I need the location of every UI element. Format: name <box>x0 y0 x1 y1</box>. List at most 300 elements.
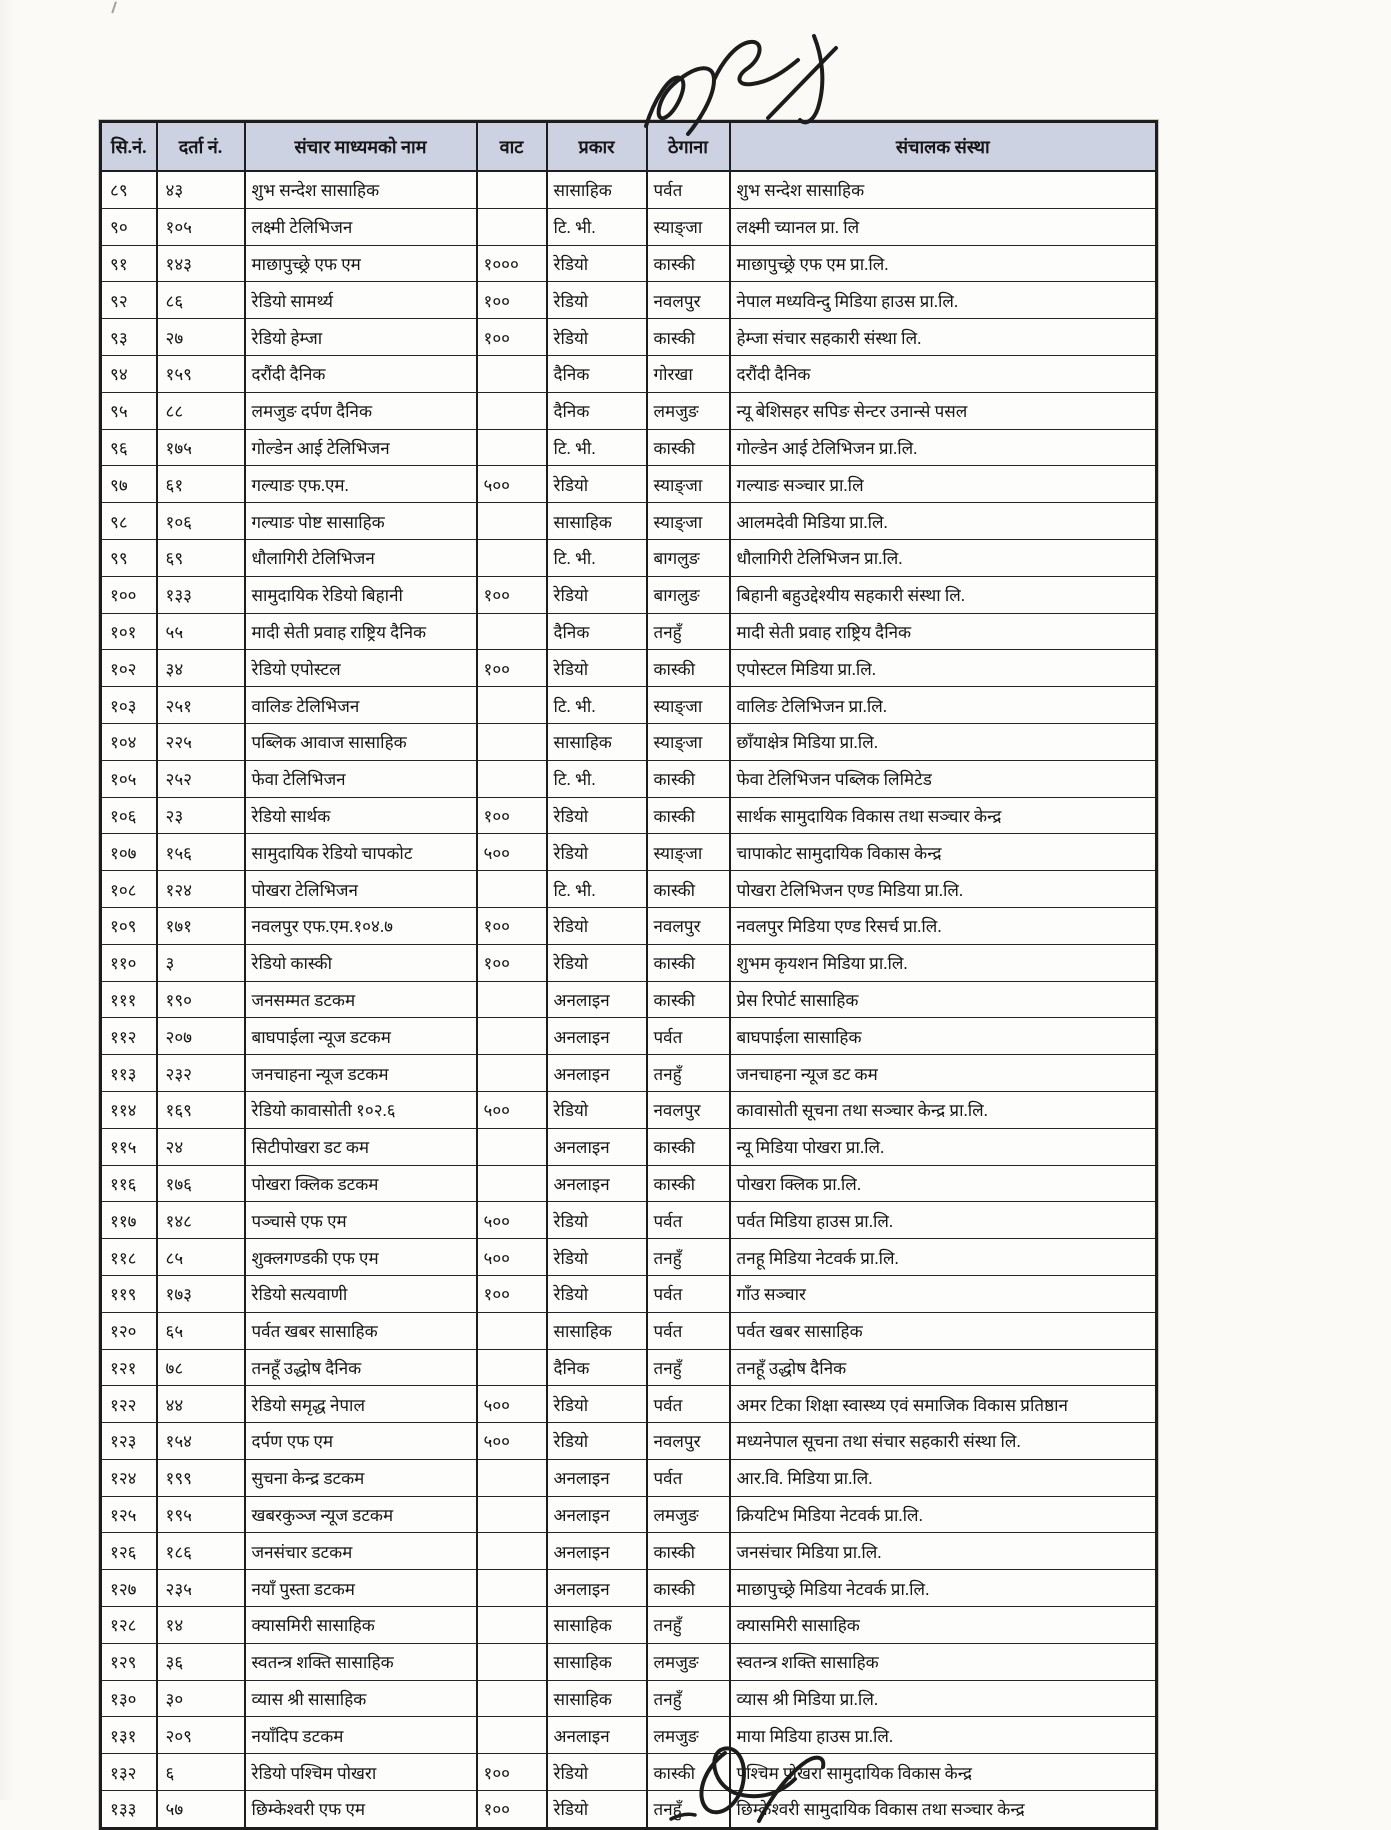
cell-reg-no: १७३ <box>157 1275 245 1312</box>
cell-reg-no: १४ <box>157 1607 245 1644</box>
cell-address: कास्की <box>647 760 730 797</box>
cell-serial-no: १३१ <box>101 1717 157 1754</box>
cell-serial-no: ९६ <box>101 429 157 466</box>
cell-media-name: रेडियो कास्की <box>245 944 477 981</box>
cell-type: टि. भी. <box>547 539 647 576</box>
cell-watt: ५०० <box>477 466 547 503</box>
cell-media-name: माछापुच्छ्रे एफ एम <box>245 245 477 282</box>
cell-operator-org: माछापुच्छ्रे मिडिया नेटवर्क प्रा.लि. <box>730 1570 1157 1607</box>
cell-watt: १०० <box>477 1275 547 1312</box>
cell-operator-org: चापाकोट सामुदायिक विकास केन्द्र <box>730 834 1157 871</box>
cell-address: गोरखा <box>647 355 730 392</box>
cell-watt <box>477 687 547 724</box>
cell-serial-no: ९९ <box>101 539 157 576</box>
cell-operator-org: पोखरा टेलिभिजन एण्ड मिडिया प्रा.लि. <box>730 871 1157 908</box>
cell-operator-org: शुभम कृयशन मिडिया प्रा.लि. <box>730 944 1157 981</box>
cell-serial-no: १०८ <box>101 871 157 908</box>
cell-type: दैनिक <box>547 1349 647 1386</box>
cell-serial-no: ९४ <box>101 355 157 392</box>
cell-address: कास्की <box>647 1533 730 1570</box>
cell-media-name: रेडियो कावासोती १०२.६ <box>245 1091 477 1128</box>
table-row <box>101 1680 1157 1717</box>
table-row <box>101 871 1157 908</box>
table-row <box>101 723 1157 760</box>
header-watt: वाट <box>477 122 547 172</box>
cell-watt: १०० <box>477 576 547 613</box>
cell-reg-no: ८५ <box>157 1239 245 1276</box>
cell-serial-no: १२४ <box>101 1459 157 1496</box>
cell-media-name: तनहूँ उद्धोष दैनिक <box>245 1349 477 1386</box>
cell-media-name: छिम्केश्वरी एफ एम <box>245 1791 477 1829</box>
cell-watt: ५०० <box>477 1386 547 1423</box>
cell-address: तनहुँ <box>647 613 730 650</box>
cell-type: टि. भी. <box>547 429 647 466</box>
cell-address: तनहुँ <box>647 1791 730 1829</box>
cell-watt: ५०० <box>477 1423 547 1460</box>
cell-operator-org: मादी सेती प्रवाह राष्ट्रिय दैनिक <box>730 613 1157 650</box>
cell-address: तनहुँ <box>647 1239 730 1276</box>
cell-watt <box>477 171 547 208</box>
table-row <box>101 1239 1157 1276</box>
cell-watt <box>477 1459 547 1496</box>
table-row <box>101 1496 1157 1533</box>
cell-operator-org: बिहानी बहुउद्देश्यीय सहकारी संस्था लि. <box>730 576 1157 613</box>
cell-serial-no: ११० <box>101 944 157 981</box>
cell-reg-no: १९० <box>157 981 245 1018</box>
cell-operator-org: तनहू मिडिया नेटवर्क प्रा.लि. <box>730 1239 1157 1276</box>
cell-operator-org: अमर टिका शिक्षा स्वास्थ्य एवं समाजिक विकास प्रतिष्ठान <box>730 1386 1157 1423</box>
cell-operator-org: एपोस्टल मिडिया प्रा.लि. <box>730 650 1157 687</box>
cell-media-name: बाघपाईला न्यूज डटकम <box>245 1018 477 1055</box>
cell-type: दैनिक <box>547 613 647 650</box>
cell-operator-org: न्यू बेशिसहर सपिङ सेन्टर उनान्से पसल <box>730 392 1157 429</box>
cell-operator-org: सार्थक सामुदायिक विकास तथा सञ्चार केन्द्र <box>730 797 1157 834</box>
cell-serial-no: १०४ <box>101 723 157 760</box>
cell-serial-no: १०७ <box>101 834 157 871</box>
table-row <box>101 576 1157 613</box>
cell-media-name: पञ्चासे एफ एम <box>245 1202 477 1239</box>
table-row <box>101 1717 1157 1754</box>
cell-media-name: धौलागिरी टेलिभिजन <box>245 539 477 576</box>
cell-reg-no: २५२ <box>157 760 245 797</box>
cell-operator-org: क्रियटिभ मिडिया नेटवर्क प्रा.लि. <box>730 1496 1157 1533</box>
cell-serial-no: १११ <box>101 981 157 1018</box>
table-row <box>101 1754 1157 1791</box>
cell-operator-org: कावासोती सूचना तथा सञ्चार केन्द्र प्रा.लि. <box>730 1091 1157 1128</box>
cell-serial-no: ११३ <box>101 1055 157 1092</box>
cell-watt: ५०० <box>477 834 547 871</box>
cell-reg-no: १२४ <box>157 871 245 908</box>
cell-address: तनहुँ <box>647 1349 730 1386</box>
cell-reg-no: ३० <box>157 1680 245 1717</box>
cell-watt <box>477 871 547 908</box>
cell-type: टि. भी. <box>547 871 647 908</box>
table-row <box>101 1275 1157 1312</box>
cell-operator-org: नेपाल मध्यविन्दु मिडिया हाउस प्रा.लि. <box>730 282 1157 319</box>
cell-watt: १००० <box>477 245 547 282</box>
cell-address: बागलुङ <box>647 576 730 613</box>
cell-reg-no: १७६ <box>157 1165 245 1202</box>
cell-operator-org: क्यासमिरी सासाहिक <box>730 1607 1157 1644</box>
cell-address: तनहुँ <box>647 1607 730 1644</box>
cell-reg-no: ६१ <box>157 466 245 503</box>
cell-watt: ५०० <box>477 1239 547 1276</box>
table-row <box>101 429 1157 466</box>
table-row <box>101 907 1157 944</box>
cell-media-name: नयाँदिप डटकम <box>245 1717 477 1754</box>
cell-reg-no: ६९ <box>157 539 245 576</box>
media-registry-table <box>99 120 1158 1830</box>
cell-reg-no: ३ <box>157 944 245 981</box>
cell-media-name: जनसंचार डटकम <box>245 1533 477 1570</box>
cell-watt <box>477 1055 547 1092</box>
header-media-name: संचार माध्यमको नाम <box>245 122 477 172</box>
cell-address: स्याङ्जा <box>647 503 730 540</box>
cell-watt <box>477 1165 547 1202</box>
cell-address: कास्की <box>647 650 730 687</box>
cell-address: स्याङ्जा <box>647 834 730 871</box>
cell-reg-no: १४८ <box>157 1202 245 1239</box>
header-serial-no: सि.नं. <box>101 122 157 172</box>
table-row <box>101 797 1157 834</box>
cell-address: पर्वत <box>647 1312 730 1349</box>
table-row <box>101 355 1157 392</box>
table-row <box>101 1607 1157 1644</box>
cell-type: रेडियो <box>547 944 647 981</box>
cell-operator-org: शुभ सन्देश सासाहिक <box>730 171 1157 208</box>
cell-type: रेडियो <box>547 1202 647 1239</box>
cell-media-name: मादी सेती प्रवाह राष्ट्रिय दैनिक <box>245 613 477 650</box>
cell-media-name: शुक्लगण्डकी एफ एम <box>245 1239 477 1276</box>
table-row <box>101 1091 1157 1128</box>
cell-reg-no: १५४ <box>157 1423 245 1460</box>
cell-operator-org: छाँयाक्षेत्र मिडिया प्रा.लि. <box>730 723 1157 760</box>
cell-media-name: क्यासमिरी सासाहिक <box>245 1607 477 1644</box>
cell-media-name: गल्याङ एफ.एम. <box>245 466 477 503</box>
cell-type: रेडियो <box>547 1386 647 1423</box>
cell-reg-no: १३३ <box>157 576 245 613</box>
cell-type: रेडियो <box>547 1239 647 1276</box>
cell-reg-no: ५७ <box>157 1791 245 1829</box>
cell-serial-no: १३३ <box>101 1791 157 1829</box>
table-row <box>101 650 1157 687</box>
cell-media-name: रेडियो सामर्थ्य <box>245 282 477 319</box>
cell-reg-no: १९५ <box>157 1496 245 1533</box>
table-row <box>101 466 1157 503</box>
cell-serial-no: ८९ <box>101 171 157 208</box>
cell-serial-no: ११५ <box>101 1128 157 1165</box>
cell-watt <box>477 1533 547 1570</box>
cell-reg-no: २०७ <box>157 1018 245 1055</box>
cell-address: स्याङ्जा <box>647 466 730 503</box>
cell-watt <box>477 1018 547 1055</box>
cell-address: कास्की <box>647 871 730 908</box>
cell-reg-no: ६ <box>157 1754 245 1791</box>
cell-watt: १०० <box>477 319 547 356</box>
cell-operator-org: गोल्डेन आई टेलिभिजन प्रा.लि. <box>730 429 1157 466</box>
cell-type: अनलाइन <box>547 981 647 1018</box>
cell-serial-no: १३२ <box>101 1754 157 1791</box>
cell-type: रेडियो <box>547 907 647 944</box>
cell-type: अनलाइन <box>547 1165 647 1202</box>
cell-address: कास्की <box>647 1165 730 1202</box>
cell-serial-no: १२७ <box>101 1570 157 1607</box>
cell-operator-org: जनचाहना न्यूज डट कम <box>730 1055 1157 1092</box>
cell-reg-no: २३५ <box>157 1570 245 1607</box>
cell-media-name: रेडियो सार्थक <box>245 797 477 834</box>
cell-operator-org: माछापुच्छ्रे एफ एम प्रा.लि. <box>730 245 1157 282</box>
cell-media-name: सुचना केन्द्र डटकम <box>245 1459 477 1496</box>
table-row <box>101 1386 1157 1423</box>
cell-type: रेडियो <box>547 576 647 613</box>
table-row <box>101 1791 1157 1829</box>
table-body <box>101 171 1157 1828</box>
cell-type: रेडियो <box>547 1791 647 1829</box>
cell-watt: १०० <box>477 650 547 687</box>
table-row <box>101 687 1157 724</box>
cell-operator-org: पश्चिम पोखरा सामुदायिक विकास केन्द्र <box>730 1754 1157 1791</box>
cell-watt <box>477 392 547 429</box>
cell-media-name: गल्याङ पोष्ट सासाहिक <box>245 503 477 540</box>
cell-serial-no: १०६ <box>101 797 157 834</box>
cell-type: रेडियो <box>547 1275 647 1312</box>
cell-reg-no: ४४ <box>157 1386 245 1423</box>
cell-serial-no: ११२ <box>101 1018 157 1055</box>
cell-type: सासाहिक <box>547 503 647 540</box>
cell-watt <box>477 539 547 576</box>
cell-address: लमजुङ <box>647 1496 730 1533</box>
cell-type: अनलाइन <box>547 1570 647 1607</box>
cell-serial-no: १०९ <box>101 907 157 944</box>
cell-watt <box>477 760 547 797</box>
cell-operator-org: बाघपाईला सासाहिक <box>730 1018 1157 1055</box>
cell-operator-org: गल्याङ सञ्चार प्रा.लि <box>730 466 1157 503</box>
cell-type: सासाहिक <box>547 1680 647 1717</box>
cell-type: अनलाइन <box>547 1128 647 1165</box>
cell-media-name: फेवा टेलिभिजन <box>245 760 477 797</box>
cell-serial-no: ९१ <box>101 245 157 282</box>
cell-serial-no: ९० <box>101 208 157 245</box>
cell-type: अनलाइन <box>547 1496 647 1533</box>
cell-address: पर्वत <box>647 1459 730 1496</box>
cell-watt: ५०० <box>477 1202 547 1239</box>
cell-address: लमजुङ <box>647 392 730 429</box>
cell-reg-no: २३ <box>157 797 245 834</box>
cell-serial-no: ९२ <box>101 282 157 319</box>
cell-media-name: गोल्डेन आई टेलिभिजन <box>245 429 477 466</box>
cell-watt: १०० <box>477 282 547 319</box>
cell-address: लमजुङ <box>647 1643 730 1680</box>
cell-operator-org: नवलपुर मिडिया एण्ड रिसर्च प्रा.लि. <box>730 907 1157 944</box>
cell-serial-no: १२५ <box>101 1496 157 1533</box>
cell-watt: १०० <box>477 1754 547 1791</box>
cell-address: कास्की <box>647 1570 730 1607</box>
cell-type: सासाहिक <box>547 1607 647 1644</box>
cell-type: रेडियो <box>547 797 647 834</box>
cell-watt <box>477 1717 547 1754</box>
cell-serial-no: १३० <box>101 1680 157 1717</box>
table-row <box>101 613 1157 650</box>
cell-address: तनहुँ <box>647 1055 730 1092</box>
cell-serial-no: ९७ <box>101 466 157 503</box>
table-row <box>101 282 1157 319</box>
cell-watt <box>477 723 547 760</box>
cell-reg-no: १५९ <box>157 355 245 392</box>
cell-watt: १०० <box>477 907 547 944</box>
cell-type: रेडियो <box>547 1754 647 1791</box>
cell-reg-no: १६९ <box>157 1091 245 1128</box>
cell-serial-no: १२२ <box>101 1386 157 1423</box>
cell-reg-no: २२५ <box>157 723 245 760</box>
cell-watt <box>477 1570 547 1607</box>
cell-media-name: रेडियो हेम्जा <box>245 319 477 356</box>
cell-media-name: पर्वत खबर सासाहिक <box>245 1312 477 1349</box>
cell-serial-no: १०२ <box>101 650 157 687</box>
cell-address: पर्वत <box>647 1275 730 1312</box>
cell-watt <box>477 1128 547 1165</box>
cell-serial-no: १०३ <box>101 687 157 724</box>
header-type: प्रकार <box>547 122 647 172</box>
table-row <box>101 503 1157 540</box>
cell-media-name: पोखरा क्लिक डटकम <box>245 1165 477 1202</box>
cell-operator-org: छिम्केश्वरी सामुदायिक विकास तथा सञ्चार केन्द्र <box>730 1791 1157 1829</box>
cell-type: रेडियो <box>547 466 647 503</box>
cell-media-name: दर्पण एफ एम <box>245 1423 477 1460</box>
cell-operator-org: न्यू मिडिया पोखरा प्रा.लि. <box>730 1128 1157 1165</box>
table-row <box>101 319 1157 356</box>
cell-address: तनहुँ <box>647 1680 730 1717</box>
cell-watt <box>477 1680 547 1717</box>
cell-watt: १०० <box>477 944 547 981</box>
cell-address: कास्की <box>647 319 730 356</box>
table-row <box>101 1202 1157 1239</box>
cell-media-name: रेडियो समृद्ध नेपाल <box>245 1386 477 1423</box>
cell-address: कास्की <box>647 981 730 1018</box>
cell-media-name: जनचाहना न्यूज डटकम <box>245 1055 477 1092</box>
cell-media-name: जनसम्मत डटकम <box>245 981 477 1018</box>
cell-media-name: वालिङ टेलिभिजन <box>245 687 477 724</box>
cell-operator-org: आर.वि. मिडिया प्रा.लि. <box>730 1459 1157 1496</box>
cell-address: स्याङ्जा <box>647 687 730 724</box>
header-operator-org: संचालक संस्था <box>730 122 1157 172</box>
cell-watt <box>477 1643 547 1680</box>
cell-type: अनलाइन <box>547 1533 647 1570</box>
cell-operator-org: प्रेस रिपोर्ट सासाहिक <box>730 981 1157 1018</box>
cell-serial-no: ११७ <box>101 1202 157 1239</box>
table-row <box>101 1570 1157 1607</box>
cell-media-name: दरौंदी दैनिक <box>245 355 477 392</box>
cell-operator-org: फेवा टेलिभिजन पब्लिक लिमिटेड <box>730 760 1157 797</box>
cell-reg-no: ८६ <box>157 282 245 319</box>
cell-operator-org: पर्वत मिडिया हाउस प्रा.लि. <box>730 1202 1157 1239</box>
handwritten-signature-partial-icon <box>655 1735 905 1825</box>
cell-address: नवलपुर <box>647 1423 730 1460</box>
cell-type: अनलाइन <box>547 1459 647 1496</box>
cell-operator-org: मध्यनेपाल सूचना तथा संचार सहकारी संस्था लि. <box>730 1423 1157 1460</box>
cell-type: रेडियो <box>547 1423 647 1460</box>
cell-type: सासाहिक <box>547 723 647 760</box>
table-row <box>101 1312 1157 1349</box>
table-row <box>101 171 1157 208</box>
cell-serial-no: ९५ <box>101 392 157 429</box>
cell-type: दैनिक <box>547 392 647 429</box>
cell-type: रेडियो <box>547 650 647 687</box>
table-row <box>101 1349 1157 1386</box>
cell-watt: १०० <box>477 797 547 834</box>
cell-type: रेडियो <box>547 245 647 282</box>
cell-watt <box>477 429 547 466</box>
cell-reg-no: ८८ <box>157 392 245 429</box>
cell-watt <box>477 981 547 1018</box>
table-row <box>101 1055 1157 1092</box>
cell-watt <box>477 1496 547 1533</box>
cell-operator-org: दरौंदी दैनिक <box>730 355 1157 392</box>
cell-type: टि. भी. <box>547 760 647 797</box>
cell-operator-org: तनहूँ उद्धोष दैनिक <box>730 1349 1157 1386</box>
header-reg-no: दर्ता नं. <box>157 122 245 172</box>
cell-address: कास्की <box>647 1128 730 1165</box>
cell-media-name: सिटीपोखरा डट कम <box>245 1128 477 1165</box>
table-row <box>101 1018 1157 1055</box>
cell-type: रेडियो <box>547 282 647 319</box>
cell-watt <box>477 1349 547 1386</box>
cell-reg-no: १७१ <box>157 907 245 944</box>
cell-serial-no: ११४ <box>101 1091 157 1128</box>
cell-reg-no: २४ <box>157 1128 245 1165</box>
table-row <box>101 539 1157 576</box>
cell-serial-no: ११६ <box>101 1165 157 1202</box>
table-row <box>101 1533 1157 1570</box>
cell-reg-no: २३२ <box>157 1055 245 1092</box>
table-row <box>101 1459 1157 1496</box>
cell-media-name: रेडियो सत्यवाणी <box>245 1275 477 1312</box>
table-row <box>101 1128 1157 1165</box>
cell-watt: १०० <box>477 1791 547 1829</box>
cell-reg-no: १९९ <box>157 1459 245 1496</box>
table-row <box>101 981 1157 1018</box>
table-row <box>101 245 1157 282</box>
cell-type: अनलाइन <box>547 1717 647 1754</box>
cell-reg-no: ५५ <box>157 613 245 650</box>
cell-address: नवलपुर <box>647 907 730 944</box>
cell-serial-no: १२९ <box>101 1643 157 1680</box>
cell-watt <box>477 613 547 650</box>
cell-serial-no: ११९ <box>101 1275 157 1312</box>
cell-serial-no: ९८ <box>101 503 157 540</box>
cell-address: पर्वत <box>647 1018 730 1055</box>
cell-operator-org: जनसंचार मिडिया प्रा.लि. <box>730 1533 1157 1570</box>
table-row <box>101 392 1157 429</box>
cell-media-name: व्यास श्री सासाहिक <box>245 1680 477 1717</box>
cell-media-name: लमजुङ दर्पण दैनिक <box>245 392 477 429</box>
cell-serial-no: ११८ <box>101 1239 157 1276</box>
cell-address: कास्की <box>647 944 730 981</box>
cell-serial-no: १२३ <box>101 1423 157 1460</box>
cell-reg-no: १५६ <box>157 834 245 871</box>
cell-operator-org: गाँउ सञ्चार <box>730 1275 1157 1312</box>
cell-address: कास्की <box>647 429 730 466</box>
cell-serial-no: ९३ <box>101 319 157 356</box>
cell-operator-org: हेम्जा संचार सहकारी संस्था लि. <box>730 319 1157 356</box>
cell-media-name: रेडियो एपोस्टल <box>245 650 477 687</box>
cell-operator-org: माया मिडिया हाउस प्रा.लि. <box>730 1717 1157 1754</box>
cell-media-name: नयाँ पुस्ता डटकम <box>245 1570 477 1607</box>
cell-reg-no: ६५ <box>157 1312 245 1349</box>
cell-watt: ५०० <box>477 1091 547 1128</box>
cell-watt <box>477 208 547 245</box>
cell-serial-no: १२१ <box>101 1349 157 1386</box>
cell-type: रेडियो <box>547 834 647 871</box>
